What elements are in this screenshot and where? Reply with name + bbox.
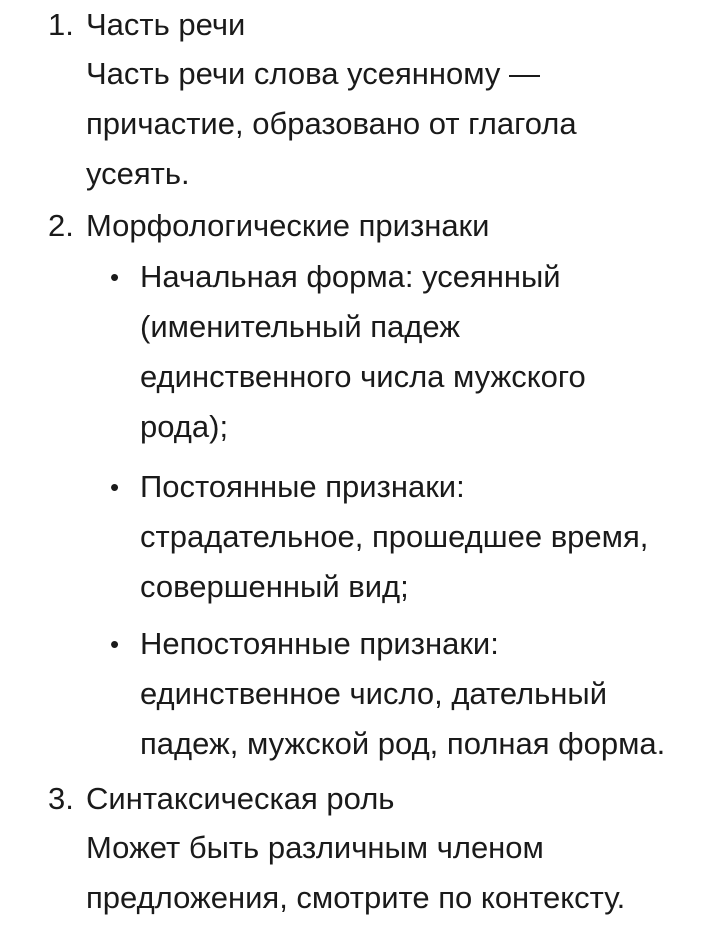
section-number: 1.	[48, 7, 74, 42]
section-title-part-of-speech: Часть речи	[86, 7, 246, 42]
bullet-dot-icon: •	[110, 262, 120, 292]
bullet-dot-icon: •	[110, 629, 120, 659]
section-title-syntax-role: Синтаксическая роль	[86, 781, 395, 816]
section-text-syntax-role: Может быть различным членом предложения, смотрите по контексту.	[86, 830, 626, 915]
bullet-item-variable-features: Непостоянные признаки: единственное число, дательный падеж, мужской род, полная форма.	[140, 626, 666, 761]
bullet-item-constant-features: Постоянные признаки: страдательное, прошедшее время, совершенный вид;	[140, 469, 649, 604]
section-number: 3.	[48, 781, 74, 816]
section-text-part-of-speech: Часть речи слова усеянному — причастие, образовано от глагола усеять.	[86, 56, 577, 191]
bullet-item-initial-form: Начальная форма: усеянный (именительный падеж единственного числа мужского рода);	[140, 259, 586, 444]
section-number: 2.	[48, 208, 74, 243]
section-title-morphology: Морфологические признаки	[86, 208, 490, 243]
bullet-dot-icon: •	[110, 472, 120, 502]
